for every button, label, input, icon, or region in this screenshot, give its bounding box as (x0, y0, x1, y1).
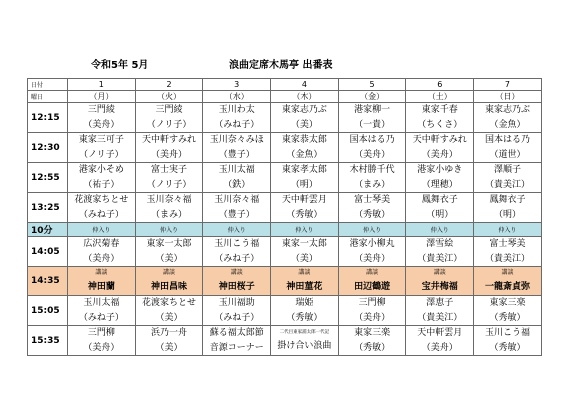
slot-row (28, 237, 542, 267)
performer-cell (271, 326, 339, 356)
accompanist-name: （秀敏） (489, 312, 526, 323)
performer-name: 三門柳 (358, 298, 386, 308)
performer-name: 鳳舞衣子 (489, 195, 526, 205)
performer-name: 東家恭太郎 (281, 135, 327, 145)
performer-cell (135, 103, 203, 133)
day-number: 6 (406, 79, 474, 91)
intermission-row (28, 223, 542, 237)
day-number: 2 (135, 79, 203, 91)
kodan-cell (135, 267, 203, 296)
accompanist-name: （まみ） (354, 179, 391, 190)
intermission-label: 仲入り (406, 223, 474, 237)
performer-name: 玉川奈々みほ (209, 135, 264, 145)
slot-time: 15:05 (28, 296, 68, 326)
performer-cell (406, 163, 474, 193)
kodan-row (28, 267, 542, 296)
accompanist-name: （美舟） (421, 149, 458, 160)
performer-name: 東家三楽 (354, 328, 391, 338)
kodan-cell (406, 267, 474, 296)
accompanist-name: （美） (155, 253, 183, 264)
performer-cell (135, 193, 203, 223)
accompanist-name: （鉄） (223, 179, 251, 190)
kodan-cell (271, 267, 339, 296)
performer-cell (271, 133, 339, 163)
weekday: （日） (474, 91, 542, 103)
performer-cell (135, 326, 203, 356)
intermission-label: 仲入り (474, 223, 542, 237)
slot-time: 12:30 (28, 133, 68, 163)
performer-name: 澤順子 (493, 165, 521, 175)
performer-name: 国本はる乃 (484, 135, 530, 145)
page-title: 浪曲定席木馬亭 出番表 (229, 60, 333, 71)
kodan-tag: 講談 (366, 269, 379, 276)
accompanist-name: （美舟） (83, 342, 120, 353)
kodan-performer: 神田桜子 (218, 282, 255, 292)
performer-cell (203, 296, 271, 326)
performer-cell (338, 163, 406, 193)
performer-name: 花渡家ちとせ (74, 195, 129, 205)
accompanist-name: （みね子） (214, 312, 260, 323)
performer-cell (474, 133, 542, 163)
accompanist-name: （金魚） (489, 119, 526, 130)
accompanist-name: （明） (426, 209, 454, 220)
performer-cell (474, 296, 542, 326)
intermission-label: 仲入り (338, 223, 406, 237)
performer-name: 花渡家ちとせ (142, 298, 197, 308)
performer-cell (338, 193, 406, 223)
performer-name: 蘇る福太郎節 (209, 328, 264, 338)
kodan-performer: 神田菫花 (286, 282, 323, 292)
performer-cell (406, 193, 474, 223)
kodan-tag: 講談 (501, 269, 514, 276)
performer-cell (271, 193, 339, 223)
accompanist-name: （一貴） (354, 119, 391, 130)
performer-name: 三門柳 (87, 328, 115, 338)
weekday-label: 曜日 (28, 91, 68, 103)
weekday: （水） (203, 91, 271, 103)
accompanist-name: （秀敏） (354, 209, 391, 220)
performer-name: 港家小ゆき (417, 165, 463, 175)
performer-name: 東家志乃ぶ (281, 105, 327, 115)
weekday-row (28, 91, 542, 103)
accompanist-name: （美舟） (354, 253, 391, 264)
performer-cell (68, 326, 136, 356)
accompanist-name: （美舟） (83, 119, 120, 130)
slot-row (28, 193, 542, 223)
slot-row (28, 163, 542, 193)
day-number: 4 (271, 79, 339, 91)
slot-time: 12:15 (28, 103, 68, 133)
performer-cell (135, 237, 203, 267)
performer-cell (474, 103, 542, 133)
performer-cell (203, 193, 271, 223)
performer-name: 三門綾 (155, 105, 183, 115)
performer-name: 鳳舞衣子 (421, 195, 458, 205)
performer-cell (338, 237, 406, 267)
date-label: 日付 (28, 79, 68, 91)
performer-name: 木村勝千代 (349, 165, 395, 175)
kodan-performer: 神田蘭 (87, 282, 115, 292)
performer-name: 国本はる乃 (349, 135, 395, 145)
performer-name: 玉川奈々福 (214, 195, 260, 205)
performer-name: 玉川こう福 (484, 328, 530, 338)
accompanist-name: （ちくさ） (417, 119, 463, 130)
performer-cell (406, 237, 474, 267)
accompanist-name: （秀敏） (286, 209, 323, 220)
performer-cell (406, 326, 474, 356)
performer-name: 東家千春 (421, 105, 458, 115)
performer-name: 澤恵子 (426, 298, 454, 308)
kodan-performer: 田辺鶴遊 (354, 282, 391, 292)
accompanist-name: （みね子） (214, 253, 260, 264)
performer-name: 三門綾 (87, 105, 115, 115)
day-number: 3 (203, 79, 271, 91)
performer-cell (271, 163, 339, 193)
accompanist-name: （豊子） (218, 149, 255, 160)
performer-name: 富士琴美 (489, 239, 526, 249)
weekday: （金） (338, 91, 406, 103)
performer-cell (406, 103, 474, 133)
weekday: （月） (68, 91, 136, 103)
accompanist-name: （みね子） (78, 209, 124, 220)
performer-name: 玉川こう福 (214, 239, 260, 249)
intermission-time: 10分 (28, 223, 68, 237)
slot-time: 14:35 (28, 267, 68, 296)
accompanist-name: （美舟） (83, 253, 120, 264)
kodan-cell (68, 267, 136, 296)
performer-cell (271, 237, 339, 267)
accompanist-name: （秀敏） (489, 342, 526, 353)
accompanist-name: （美） (155, 312, 183, 323)
performer-cell (474, 237, 542, 267)
kodan-performer: 一龍斎貞弥 (484, 282, 530, 292)
accompanist-name: 音源コーナー (209, 342, 264, 353)
performer-cell (68, 193, 136, 223)
intermission-label: 仲入り (135, 223, 203, 237)
performer-cell (474, 326, 542, 356)
accompanist-name: 掛け合い浪曲 (277, 341, 332, 352)
performer-cell (338, 326, 406, 356)
performer-cell (68, 133, 136, 163)
slot-row (28, 133, 542, 163)
performer-name: 富士琴美 (354, 195, 391, 205)
performer-cell (135, 133, 203, 163)
performer-name: 二代目東家浦太郎一代記 (279, 330, 330, 336)
accompanist-name: （祐子） (83, 179, 120, 190)
performer-cell (271, 296, 339, 326)
kodan-performer: 宝井梅福 (421, 282, 458, 292)
accompanist-name: （金魚） (286, 149, 323, 160)
performer-cell (203, 163, 271, 193)
performer-cell (135, 296, 203, 326)
performer-name: 港家小柳丸 (349, 239, 395, 249)
accompanist-name: （貴美江） (484, 253, 530, 264)
weekday: （土） (406, 91, 474, 103)
accompanist-name: （道世） (489, 149, 526, 160)
kodan-tag: 講談 (163, 269, 176, 276)
kodan-cell (338, 267, 406, 296)
performer-name: 天中軒雲月 (281, 195, 327, 205)
performer-name: 玉川太福 (218, 165, 255, 175)
performer-name: 天中軒雲月 (417, 328, 463, 338)
kodan-tag: 講談 (230, 269, 243, 276)
kodan-tag: 講談 (298, 269, 311, 276)
performer-name: 玉川福助 (218, 298, 255, 308)
accompanist-name: （明） (290, 179, 318, 190)
performer-cell (203, 237, 271, 267)
day-number: 1 (68, 79, 136, 91)
weekday: （木） (271, 91, 339, 103)
kodan-cell (203, 267, 271, 296)
performer-name: 広沢菊春 (83, 239, 120, 249)
accompanist-name: （美舟） (354, 149, 391, 160)
slot-row (28, 103, 542, 133)
kodan-tag: 講談 (433, 269, 446, 276)
performer-name: 天中軒すみれ (412, 135, 467, 145)
performer-cell (474, 163, 542, 193)
date-row (28, 79, 542, 91)
slot-time: 12:55 (28, 163, 68, 193)
performer-name: 玉川奈々福 (146, 195, 192, 205)
slot-time: 14:05 (28, 237, 68, 267)
performer-name: 東家三楽 (489, 298, 526, 308)
performer-cell (68, 103, 136, 133)
accompanist-name: （貴美江） (417, 253, 463, 264)
performer-cell (474, 193, 542, 223)
accompanist-name: （美舟） (421, 342, 458, 353)
performer-name: 浜乃一舟 (151, 328, 188, 338)
accompanist-name: （ノリ子） (79, 149, 124, 160)
weekday: （火） (135, 91, 203, 103)
performer-name: 港家柳一 (354, 105, 391, 115)
day-number: 7 (474, 79, 542, 91)
performer-name: 玉川わ太 (218, 105, 255, 115)
accompanist-name: （理穂） (421, 179, 458, 190)
performer-cell (68, 163, 136, 193)
era-label: 令和5年 5月 (91, 60, 149, 71)
accompanist-name: （豊子） (218, 209, 255, 220)
kodan-cell (474, 267, 542, 296)
performer-name: 東家孝太郎 (281, 165, 327, 175)
accompanist-name: （秀敏） (354, 342, 391, 353)
accompanist-name: （みね子） (78, 312, 124, 323)
performer-cell (406, 296, 474, 326)
performer-name: 東家志乃ぶ (484, 105, 530, 115)
performer-cell (68, 296, 136, 326)
intermission-label: 仲入り (68, 223, 136, 237)
performer-name: 東家一太郎 (281, 239, 327, 249)
accompanist-name: （ノリ子） (146, 119, 192, 130)
performer-cell (203, 103, 271, 133)
slot-row (28, 326, 542, 356)
performer-cell (338, 296, 406, 326)
performer-name: 玉川太福 (83, 298, 120, 308)
intermission-label: 仲入り (203, 223, 271, 237)
slot-row (28, 296, 542, 326)
performer-name: 富士実子 (151, 165, 188, 175)
performer-cell (135, 163, 203, 193)
accompanist-name: （明） (493, 209, 521, 220)
performer-name: 東家一太郎 (146, 239, 192, 249)
accompanist-name: （美） (290, 253, 318, 264)
performer-cell (406, 133, 474, 163)
accompanist-name: （美舟） (151, 149, 188, 160)
accompanist-name: （美舟） (354, 312, 391, 323)
performer-name: 天中軒すみれ (142, 135, 197, 145)
performer-name: 東家三可子 (78, 135, 124, 145)
intermission-label: 仲入り (271, 223, 339, 237)
schedule-table (27, 78, 542, 356)
performer-name: 港家小そめ (78, 165, 124, 175)
accompanist-name: （美） (290, 119, 318, 130)
accompanist-name: （ノリ子） (146, 179, 192, 190)
kodan-tag: 講談 (95, 269, 108, 276)
performer-cell (68, 237, 136, 267)
performer-name: 澤雪絵 (426, 239, 454, 249)
performer-cell (338, 133, 406, 163)
slot-time: 15:35 (28, 326, 68, 356)
kodan-performer: 神田昌味 (151, 282, 188, 292)
accompanist-name: （みね子） (214, 119, 260, 130)
accompanist-name: （貴美江） (484, 179, 530, 190)
performer-cell (271, 103, 339, 133)
accompanist-name: （貴美江） (417, 312, 463, 323)
slot-time: 13:25 (28, 193, 68, 223)
performer-cell (203, 326, 271, 356)
day-number: 5 (338, 79, 406, 91)
performer-cell (203, 133, 271, 163)
accompanist-name: （まみ） (151, 209, 188, 220)
performer-cell (338, 103, 406, 133)
accompanist-name: （秀敏） (286, 312, 323, 323)
performer-name: 瑞姫 (295, 298, 314, 308)
accompanist-name: （美） (155, 342, 183, 353)
